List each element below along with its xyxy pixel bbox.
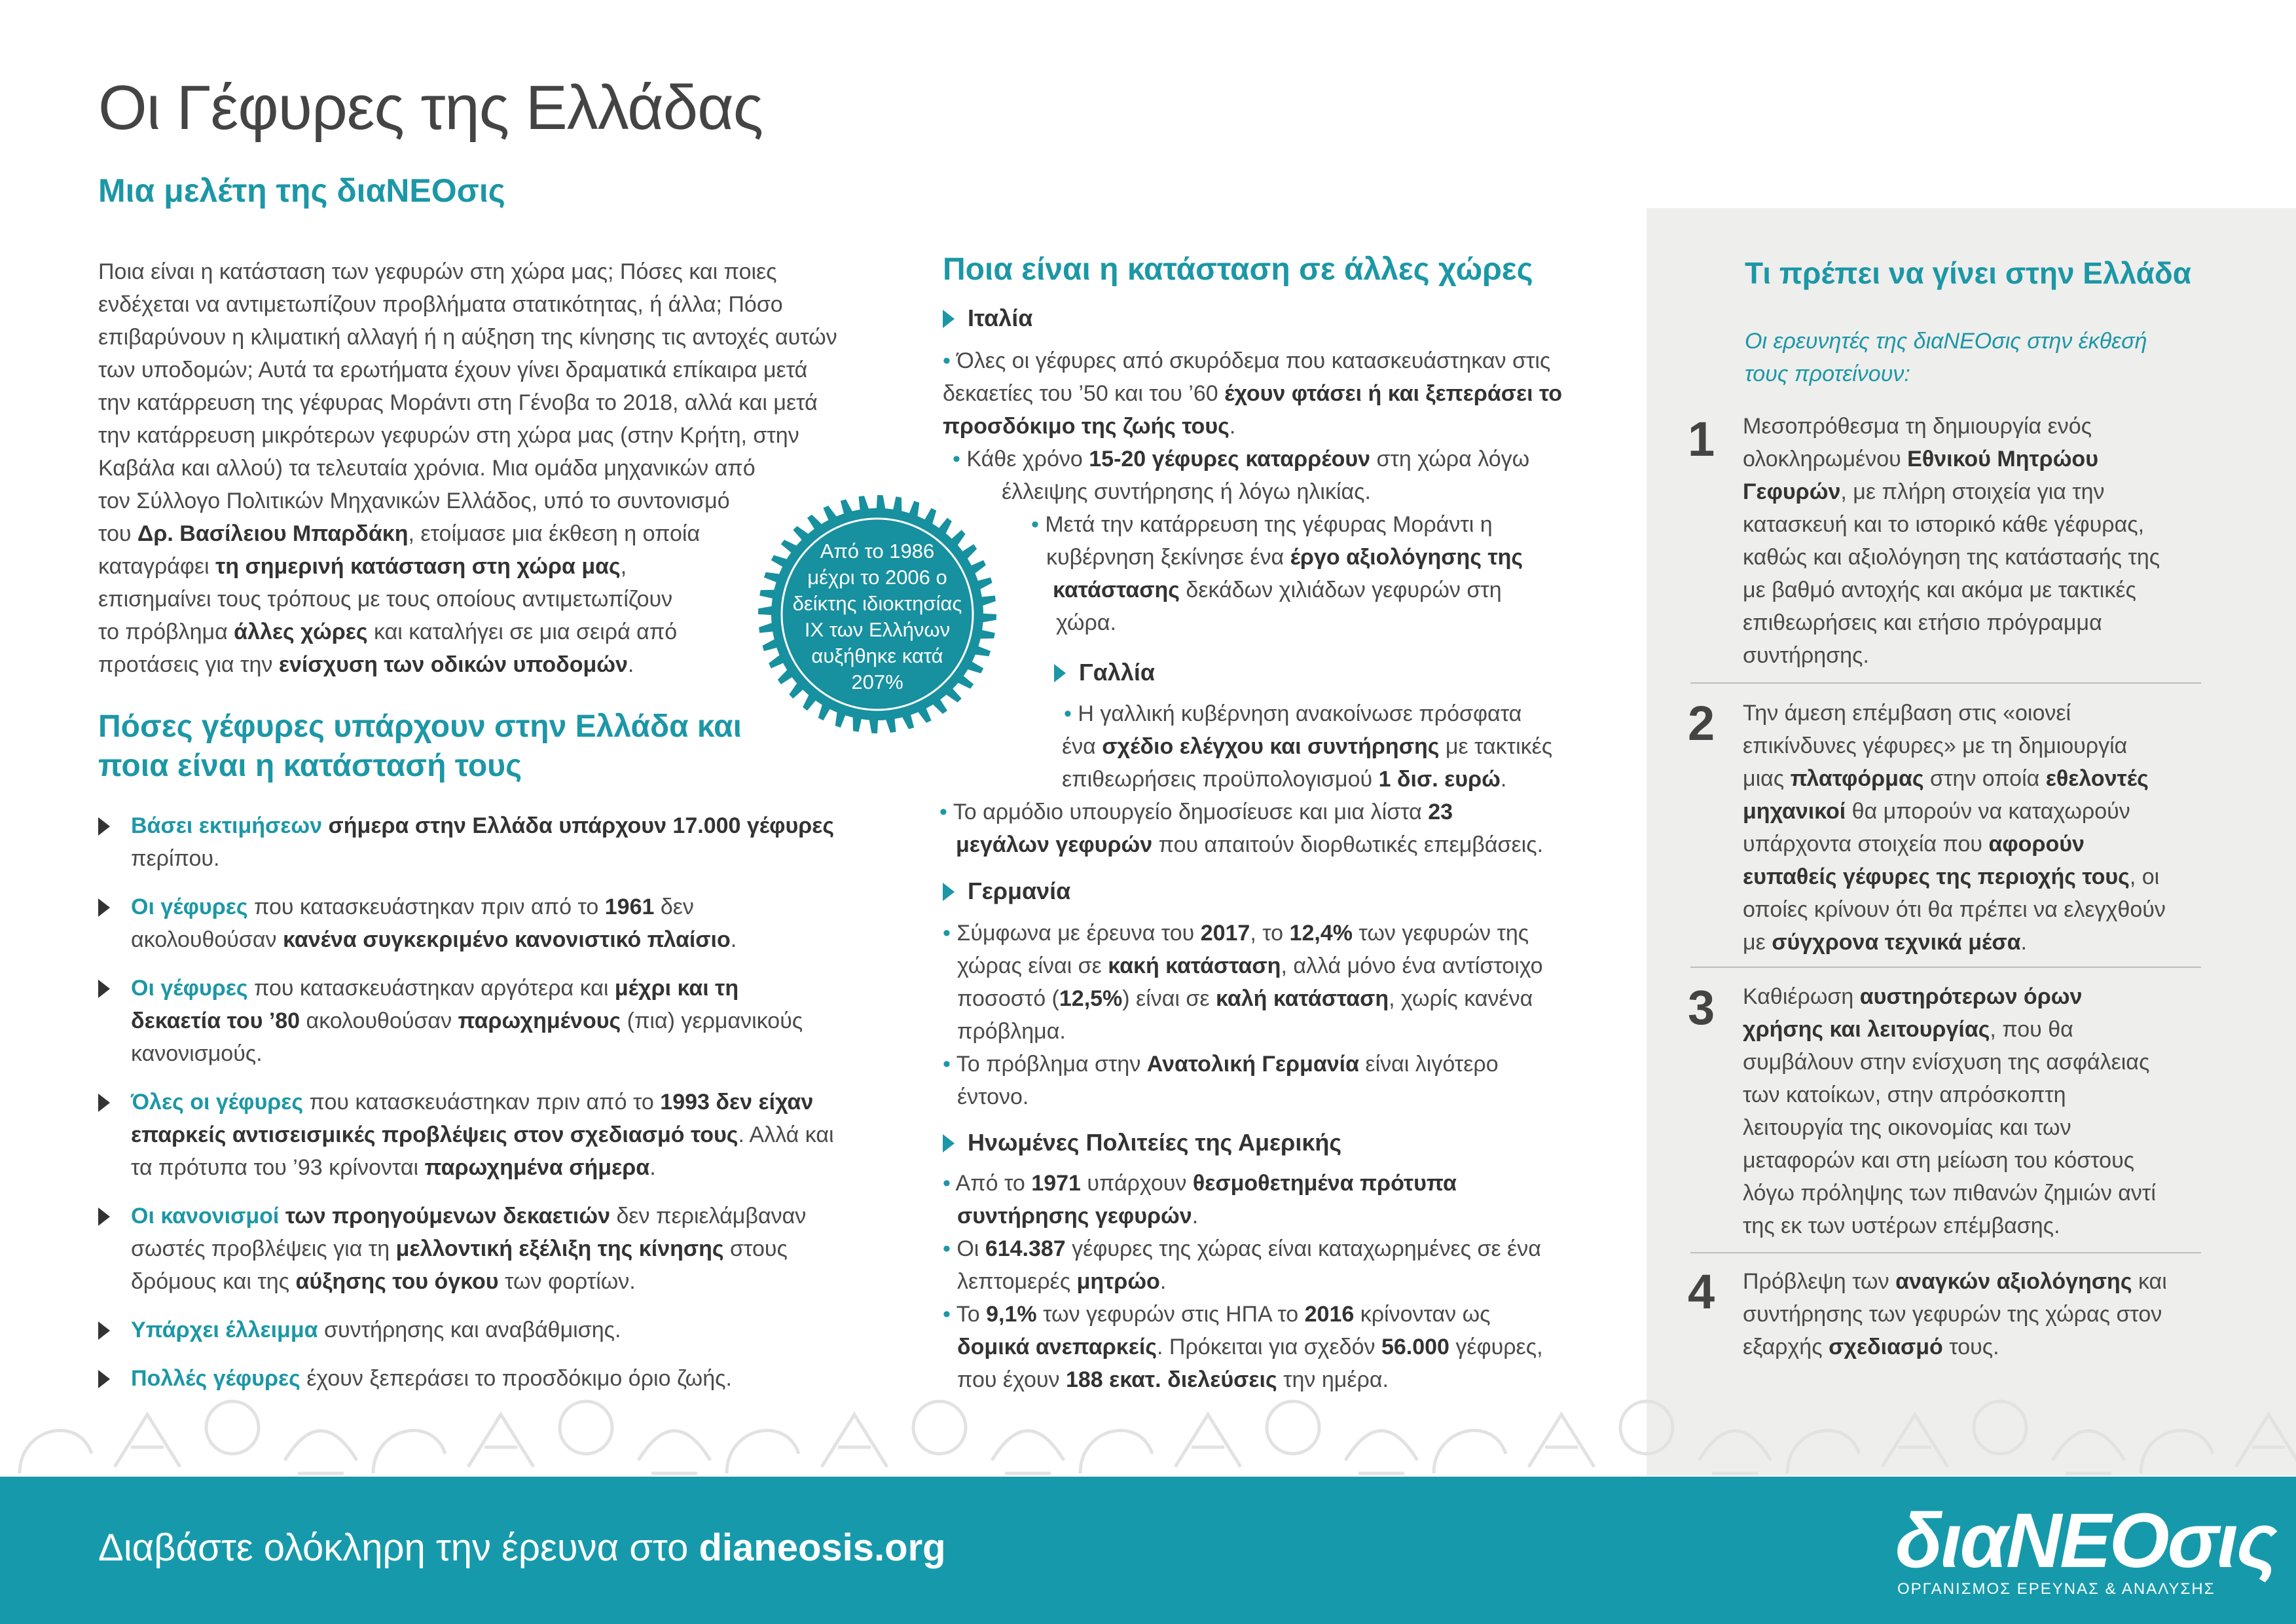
intro-line: επισημαίνει τους τρόπους με τους οποίους αντιμετωπίζουν xyxy=(98,587,673,612)
recommendation-number: 4 xyxy=(1688,1264,1715,1319)
pattern-shape xyxy=(20,1430,92,1473)
germany-line: πρόβλημα. xyxy=(957,1019,1066,1044)
italy-line: δεκαετίες του ’50 και του ’60 έχουν φτάσει ή και ξεπεράσει το xyxy=(943,381,1563,406)
recommendations-heading: Τι πρέπει να γίνει στην Ελλάδα xyxy=(1745,256,2192,290)
pattern-shape xyxy=(1882,1414,1948,1467)
intro-line: των υποδομών; Αυτά τα ερωτήματα έχουν γίνει δραματικά επίκαιρα μετά xyxy=(98,358,808,382)
pattern-shape xyxy=(2052,1431,2124,1473)
list-item: Οι κανονισμοί των προηγούμενων δεκαετιών δεν περιελάμβαναν σωστές προβλέψεις για τη μελλοντική εξέλιξη της κίνησης στους δρόμους και της αύξησης του όγκου των φορτίων. xyxy=(98,1200,903,1298)
pattern-shape xyxy=(638,1431,710,1473)
usa-line: • Το 9,1% των γεφυρών στις ΗΠΑ το 2016 κρίνονταν ως xyxy=(943,1302,1491,1327)
intro-line: την κατάρρευση μικρότερων γεφυρών στη χώρα μας (στην Κρήτη, στην xyxy=(98,423,799,448)
intro-line: την κατάρρευση της γέφυρας Μοράντι στη Γένοβα το 2018, αλλά και μετά xyxy=(98,390,818,415)
pattern-shape xyxy=(727,1430,799,1473)
germany-line: έντονο. xyxy=(957,1084,1029,1109)
italy-line: κατάστασης δεκάδων χιλιάδων γεφυρών στη xyxy=(1053,578,1502,602)
germany-line: χώρας είναι σε κακή κατάσταση, αλλά μόνο ένα αντίστοιχο xyxy=(957,953,1543,978)
svg-text:διαΝΕΟσις: διαΝΕΟσις xyxy=(1895,1498,2276,1584)
triangle-bullet-icon xyxy=(1054,664,1066,682)
pattern-shape xyxy=(1175,1414,1241,1467)
pattern-shape xyxy=(206,1401,259,1454)
pattern-shape xyxy=(1787,1430,1859,1473)
recommendation-2-text: Την άμεση επέμβαση στις «οιονεί επικίνδυνες γέφυρες» με τη δημιουργία μιας πλατφόρμας στην οποία εθελοντές μηχανικοί θα μπορούν να καταχωρούν υπάρχοντα στοιχεία που αφορούν ευπαθείς γέφυρες της περιοχής τους, οι οποίες κρίνουν ότι θα πρέπει να ελεγχθούν με σύγχρονα τεχνικά μέσα. xyxy=(1743,701,2166,955)
pattern-shape xyxy=(1267,1401,1319,1454)
france-line: • Η γαλλική κυβέρνηση ανακοίνωσε πρόσφατα xyxy=(1064,701,1522,726)
france-line: ένα σχέδιο ελέγχου και συντήρησης με τακτικές xyxy=(1062,734,1553,759)
list-item: Βάσει εκτιμήσεων σήμερα στην Ελλάδα υπάρχουν 17.000 γέφυρες περίπου. xyxy=(98,809,903,875)
recommendation-3-text: Καθιέρωση αυστηρότερων όρων χρήσης και λειτουργίας, που θα συμβάλουν στην ενίσχυση της ασφάλειας των κατοίκων, στην απρόσκοπτη λειτουργία της οικονομίας και των μεταφορών και στη μείωση του κόστους λόγω πρόληψης των πιθανών ζημιών αντί της εκ των υστέρων επέμβασης. xyxy=(1743,984,2156,1238)
pattern-shape xyxy=(2141,1430,2213,1473)
badge-text: Από το 1986 μέχρι το 2006 ο δείκτης ιδιοκτησίας ΙΧ των Ελλήνων αυξήθηκε κατά 207% xyxy=(792,540,962,693)
germany-line: • Το πρόβλημα στην Ανατολική Γερμανία είναι λιγότερο xyxy=(943,1052,1499,1077)
france-line: μεγάλων γεφυρών που απαιτούν διορθωτικές επεμβάσεις. xyxy=(956,832,1544,857)
france-line: επιθεωρήσεις προϋπολογισμού 1 δισ. ευρώ. xyxy=(1062,767,1507,792)
usa-line: δομικά ανεπαρκείς. Πρόκειται για σχεδόν 56.000 γέφυρες, xyxy=(957,1335,1543,1359)
list-item: Όλες οι γέφυρες που κατασκευάστηκαν πριν από το 1993 δεν είχαν επαρκείς αντισεισμικές προβλέψεις στον σχεδιασμό τους. Αλλά και τα πρότυπα του ’93 κρίνονται παρωχημένα σήμερα. xyxy=(98,1086,903,1184)
country-heading-germany: Γερμανία xyxy=(943,877,1070,905)
italy-line: κυβέρνηση ξεκίνησε ένα έργο αξιολόγησης της xyxy=(1046,545,1523,570)
logo-tagline: ΟΡΓΑΝΙΣΜΟΣ ΕΡΕΥΝΑΣ & ΑΝΑΛΥΣΗΣ xyxy=(1897,1580,2215,1598)
triangle-bullet-icon xyxy=(98,980,110,998)
footer-cta: Διαβάστε ολόκληρη την έρευνα στο dianeosis.org xyxy=(98,1526,946,1569)
pattern-shape xyxy=(1974,1401,2026,1454)
decorative-pattern xyxy=(0,1388,2296,1480)
pattern-shape xyxy=(560,1401,612,1454)
recommendation-4-text: Πρόβλεψη των αναγκών αξιολόγησης και συντήρησης των γεφυρών της χώρας στον εξαρχής σχεδιασμό τους. xyxy=(1743,1269,2167,1359)
france-line: • Το αρμόδιο υπουργείο δημοσίευσε και μια λίστα 23 xyxy=(939,800,1453,824)
recommendation-number: 1 xyxy=(1688,412,1715,466)
triangle-bullet-icon xyxy=(98,817,110,836)
pattern-shape xyxy=(1620,1401,1673,1454)
recommendations-subheading: Οι ερευνητές της διαΝΕΟσις στην έκθεσή τους προτείνουν: xyxy=(1745,329,2147,386)
pattern-shape xyxy=(1434,1430,1506,1473)
pattern-shape xyxy=(468,1414,534,1467)
pattern-shape xyxy=(1345,1431,1417,1473)
divider xyxy=(1690,967,2201,968)
pattern-shape xyxy=(992,1431,1064,1473)
triangle-bullet-icon xyxy=(98,1208,110,1226)
pattern-shape xyxy=(822,1414,887,1467)
page-title: Οι Γέφυρες της Ελλάδας xyxy=(98,73,763,143)
list-item: Υπάρχει έλλειμμα συντήρησης και αναβάθμισης. xyxy=(98,1314,903,1346)
triangle-bullet-icon xyxy=(98,898,110,917)
usa-line: που έχουν 188 εκατ. διελεύσεις την ημέρα. xyxy=(957,1367,1389,1392)
germany-line: ποσοστό (12,5%) είναι σε καλή κατάσταση, χωρίς κανένα xyxy=(957,986,1533,1011)
pattern-shape xyxy=(913,1401,966,1454)
intro-line: Ποια είναι η κατάσταση των γεφυρών στη χώρα μας; Πόσες και ποιες xyxy=(98,259,777,284)
italy-line: • Όλες οι γέφυρες από σκυρόδεμα που κατασκευάστηκαν στις xyxy=(943,348,1551,373)
usa-line: συντήρησης γεφυρών. xyxy=(957,1204,1199,1228)
website-link[interactable]: dianeosis.org xyxy=(699,1526,946,1569)
intro-line: καταγράφει τη σημερινή κατάσταση στη χώρα μας, xyxy=(98,554,627,579)
triangle-bullet-icon xyxy=(943,883,955,901)
recommendation-number: 3 xyxy=(1688,980,1715,1035)
list-item: Οι γέφυρες που κατασκευάστηκαν πριν από το 1961 δεν ακολουθούσαν κανένα συγκεκριμένο κανονιστικό πλαίσιο. xyxy=(98,891,903,956)
pattern-shape xyxy=(1529,1414,1594,1467)
intro-line: προτάσεις για την ενίσχυση των οδικών υποδομών. xyxy=(98,652,634,677)
intro-line: επιβαρύνουν η κλιματική αλλαγή ή η αύξηση της κίνησης τις αντοχές αυτών xyxy=(98,325,837,350)
page-subtitle: Μια μελέτη της διαΝΕΟσις xyxy=(98,172,505,209)
intro-line: το πρόβλημα άλλες χώρες και καταλήγει σε μια σειρά από xyxy=(98,619,678,644)
triangle-bullet-icon xyxy=(943,310,955,328)
intro-line: Καβάλα και αλλού) τα τελευταία χρόνια. Μια ομάδα μηχανικών από xyxy=(98,456,756,481)
germany-line: • Σύμφωνα με έρευνα του 2017, το 12,4% των γεφυρών της xyxy=(943,921,1529,946)
list-item: Οι γέφυρες που κατασκευάστηκαν αργότερα και μέχρι και τη δεκαετία του ’80 ακολουθούσαν παρωχημένους (πια) γερμανικούς κανονισμούς. xyxy=(98,972,903,1070)
recommendation-1-text: Μεσοπρόθεσμα τη δημιουργία ενός ολοκληρωμένου Εθνικού Μητρώου Γεφυρών, με πλήρη στοιχεία για την κατασκευή και το ιστορικό κάθε γέφυρας, καθώς και αξιολόγηση της κατάστασής της με βαθμό αντοχής και ακόμα με τακτικές επιθεωρήσεις και ετήσιο πρόγραμμα συντήρησης. xyxy=(1743,414,2160,668)
italy-line: προσδόκιμο της ζωής τους. xyxy=(943,414,1236,439)
intro-line: τον Σύλλογο Πολιτικών Μηχανικών Ελλάδος, υπό το συντονισμό xyxy=(98,489,730,513)
usa-line: λεπτομερές μητρώο. xyxy=(957,1269,1167,1294)
pattern-shape xyxy=(285,1431,357,1473)
intro-line: ενδέχεται να αντιμετωπίζουν προβλήματα στατικότητας, ή άλλα; Πόσο xyxy=(98,292,783,317)
divider xyxy=(1690,682,2201,684)
greece-heading: Πόσες γέφυρες υπάρχουν στην Ελλάδα και ποια είναι η κατάστασή τους xyxy=(98,709,742,783)
italy-line: έλλειψης συντήρησης ή λόγω ηλικίας. xyxy=(1002,479,1371,504)
triangle-bullet-icon xyxy=(943,1134,955,1153)
list-item: Πολλές γέφυρες έχουν ξεπεράσει το προσδόκιμο όριο ζωής. xyxy=(98,1362,903,1395)
recommendation-number: 2 xyxy=(1688,696,1715,750)
country-heading-france: Γαλλία xyxy=(1054,659,1155,686)
pattern-shape xyxy=(1080,1430,1152,1473)
intro-line: του Δρ. Βασίλειου Μπαρδάκη, ετοίμασε μια έκθεση η οποία xyxy=(98,521,701,546)
pattern-shape xyxy=(373,1430,445,1473)
triangle-bullet-icon xyxy=(98,1370,110,1388)
divider xyxy=(1690,1252,2201,1253)
triangle-bullet-icon xyxy=(98,1321,110,1340)
greece-bullet-list xyxy=(98,809,903,1411)
pattern-shape xyxy=(2236,1414,2296,1467)
country-heading-italy: Ιταλία xyxy=(943,304,1032,332)
other-countries-heading: Ποια είναι η κατάσταση σε άλλες χώρες xyxy=(943,252,1533,287)
italy-line: • Μετά την κατάρρευση της γέφυρας Μοράντι η xyxy=(1031,512,1493,537)
italy-line: χώρα. xyxy=(1056,610,1116,635)
usa-line: • Οι 614.387 γέφυρες της χώρας είναι καταχωρημένες σε ένα xyxy=(943,1236,1541,1261)
italy-line: • Κάθε χρόνο 15-20 γέφυρες καταρρέουν στη χώρα λόγω xyxy=(953,447,1530,471)
pattern-shape xyxy=(115,1414,180,1467)
usa-line: • Από το 1971 υπάρχουν θεσμοθετημένα πρότυπα xyxy=(943,1171,1457,1196)
triangle-bullet-icon xyxy=(98,1094,110,1112)
country-heading-usa: Ηνωμένες Πολιτείες της Αμερικής xyxy=(943,1129,1341,1156)
pattern-shape xyxy=(1699,1431,1771,1473)
